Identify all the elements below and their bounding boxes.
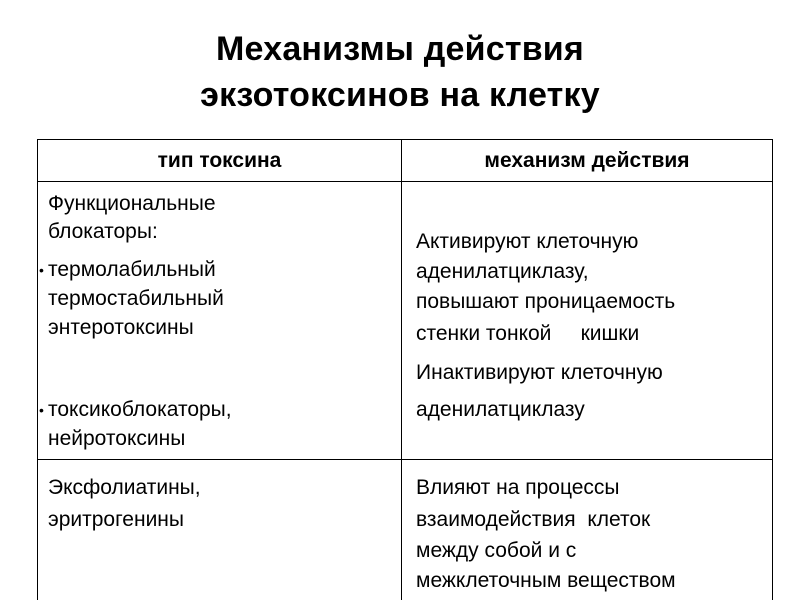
bullet-icon: • xyxy=(39,262,44,278)
row1-right-p1-line4: стенки тонкой кишки xyxy=(416,322,640,345)
title-line-2: экзотоксинов на клетку xyxy=(200,76,600,114)
table-column-divider xyxy=(401,139,402,600)
row1-left-heading-2: блокаторы: xyxy=(48,220,158,243)
row1-right-p1-line3: повышают проницаемость xyxy=(416,290,676,313)
row2-right-line1: Влияют на процессы xyxy=(416,476,620,499)
row2-left-line2: эритрогенины xyxy=(48,508,184,531)
row1-left-item2-line1: токсикоблокаторы, xyxy=(48,398,232,421)
row1-left-item1-line3: энтеротоксины xyxy=(48,316,194,339)
header-toxin-type: тип токсина xyxy=(157,149,282,172)
row2-right-line2: взаимодействия клеток xyxy=(416,508,651,531)
row1-right-p1-line1: Активируют клеточную xyxy=(416,230,639,253)
row1-right-p2-line2: аденилатциклазу xyxy=(416,398,585,421)
table-row-divider xyxy=(37,459,773,460)
row2-left-line1: Эксфолиатины, xyxy=(48,476,201,499)
title-line-1: Механизмы действия xyxy=(216,30,584,68)
row1-left-item2-line2: нейротоксины xyxy=(48,427,186,450)
row1-right-p2-line1: Инактивируют клеточную xyxy=(416,361,663,384)
header-mechanism: механизм действия xyxy=(484,149,690,172)
row1-left-item1-line1: термолабильный xyxy=(48,258,216,281)
bullet-icon: • xyxy=(39,402,44,418)
table-header-divider xyxy=(37,181,773,182)
row1-right-p1-line2: аденилатциклазу, xyxy=(416,260,589,283)
row1-left-item1-line2: термостабильный xyxy=(48,287,224,310)
page-title xyxy=(0,26,800,118)
row2-right-line3: между собой и с xyxy=(416,539,577,562)
row2-right-line4: межклеточным веществом xyxy=(416,569,676,592)
row1-left-heading-1: Функциональные xyxy=(48,192,216,215)
